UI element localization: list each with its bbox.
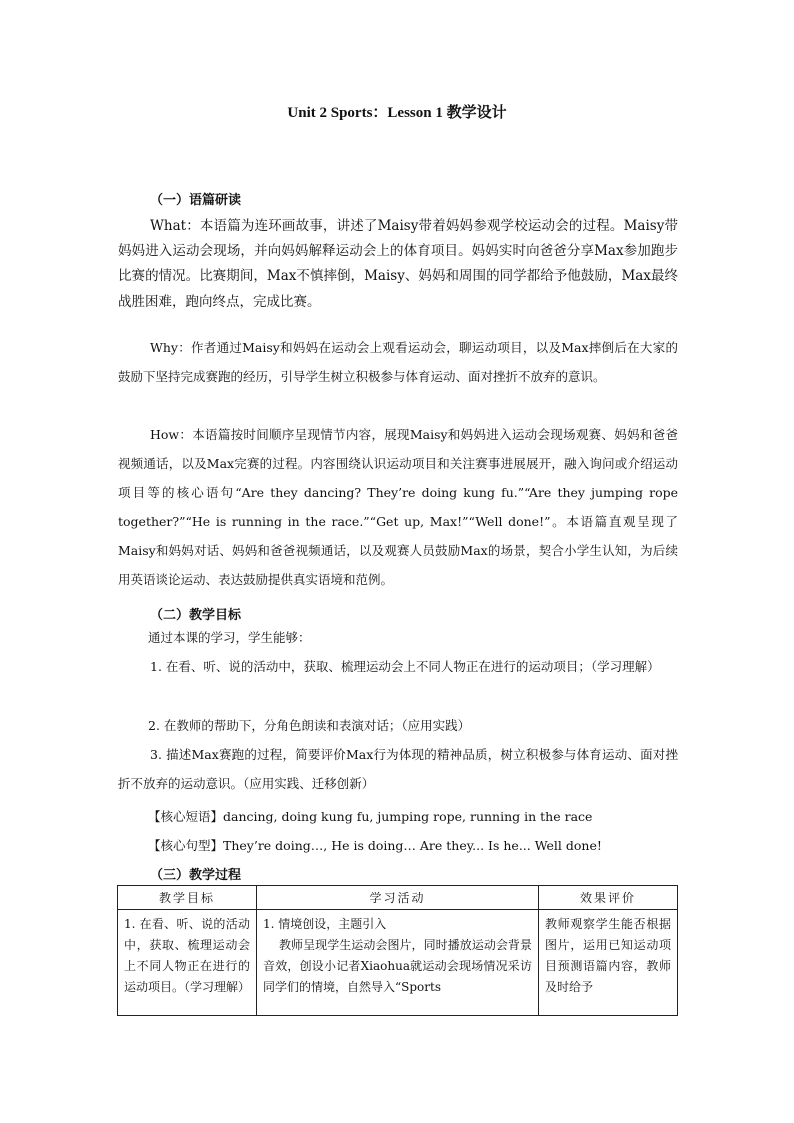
cell-goal: [118, 910, 257, 1016]
table-row: [118, 910, 678, 1016]
core-sentences: 【核心句型】They’re doing…, He is doing… Are they... Is he... Well done!: [148, 838, 602, 853]
header-evaluation: 效果评价: [539, 886, 678, 910]
section-heading-teaching-process: （三）教学过程: [150, 868, 242, 883]
section-heading-teaching-goals: （二）教学目标: [150, 608, 242, 623]
what-paragraph: [118, 214, 678, 315]
goal-3-paragraph: [118, 740, 678, 798]
table-header-row: [118, 886, 678, 910]
how-paragraph: [118, 420, 678, 594]
why-paragraph: [118, 333, 678, 391]
section-heading-text-analysis: （一）语篇研读: [150, 193, 242, 208]
cell-evaluation-text: 教师观察学生能否根据图片，运用已知运动项目预测语篇内容，教师及时给予: [545, 917, 671, 994]
header-goal: 教学目标: [118, 886, 257, 910]
why-text: Why：作者通过Maisy和妈妈在运动会上观看运动会，聊运动项目，以及Max摔倒后在大家的鼓励下坚持完成赛跑的经历，引导学生树立积极参与体育运动、面对挫折不放弃的意识。: [118, 340, 678, 384]
goal-1-text: 1. 在看、听、说的活动中，获取、梳理运动会上不同人物正在进行的运动项目；（学习理解）: [150, 659, 660, 674]
goal-3-text: 3. 描述Max赛跑的过程，简要评价Max行为体现的精神品质，树立积极参与体育运动、面对挫折不放弃的运动意识。（应用实践、迁移创新）: [118, 747, 678, 791]
core-phrases: 【核心短语】dancing, doing kung fu, jumping rope, running in the race: [148, 809, 593, 824]
cell-activity: [257, 910, 539, 1016]
goal-2-text: 2. 在教师的帮助下，分角色朗读和表演对话；（应用实践）: [148, 718, 471, 733]
goal-1-paragraph: [118, 652, 678, 681]
header-activity: 学习活动: [257, 886, 539, 910]
cell-activity-title: 1. 情境创设，主题引入: [263, 917, 387, 931]
goals-intro: 通过本课的学习，学生能够：: [148, 630, 311, 645]
cell-activity-body: 教师呈现学生运动会图片，同时播放运动会背景音效，创设小记者Xiaohua就运动会现场情况采访同学们的情境，自然导入“Sports: [263, 938, 532, 994]
teaching-process-table: [117, 885, 678, 1016]
cell-goal-text: 1. 在看、听、说的活动中，获取、梳理运动会上不同人物正在进行的运动项目。（学习理解）: [124, 917, 251, 994]
cell-evaluation: [539, 910, 678, 1016]
what-text: What：本语篇为连环画故事，讲述了Maisy带着妈妈参观学校运动会的过程。Maisy带妈妈进入运动会现场，并向妈妈解释运动会上的体育项目。妈妈实时向爸爸分享Max参加跑步比赛的情况。比赛期间，Max不慎摔倒，Maisy、妈妈和周围的同学都给予他鼓励，Max最终战胜困难，跑向终点，完成比赛。: [118, 218, 678, 310]
document-title: Unit 2 Sports：Lesson 1 教学设计: [287, 105, 507, 121]
how-text: How：本语篇按时间顺序呈现情节内容，展现Maisy和妈妈进入运动会现场观赛、妈妈和爸爸视频通话，以及Max完赛的过程。内容围绕认识运动项目和关注赛事进展展开，融入询问或介绍运动项目等的核心语句“Are they dancing? They’re doing kung fu.”“Are they jumping rope together?”“He is running in the race.”“Get up, Max!”“Well done!”。本语篇直观呈现了Maisy和妈妈对话、妈妈和爸爸视频通话，以及观赛人员鼓励Max的场景，契合小学生认知，为后续用英语谈论运动、表达鼓励提供真实语境和范例。: [118, 427, 678, 587]
